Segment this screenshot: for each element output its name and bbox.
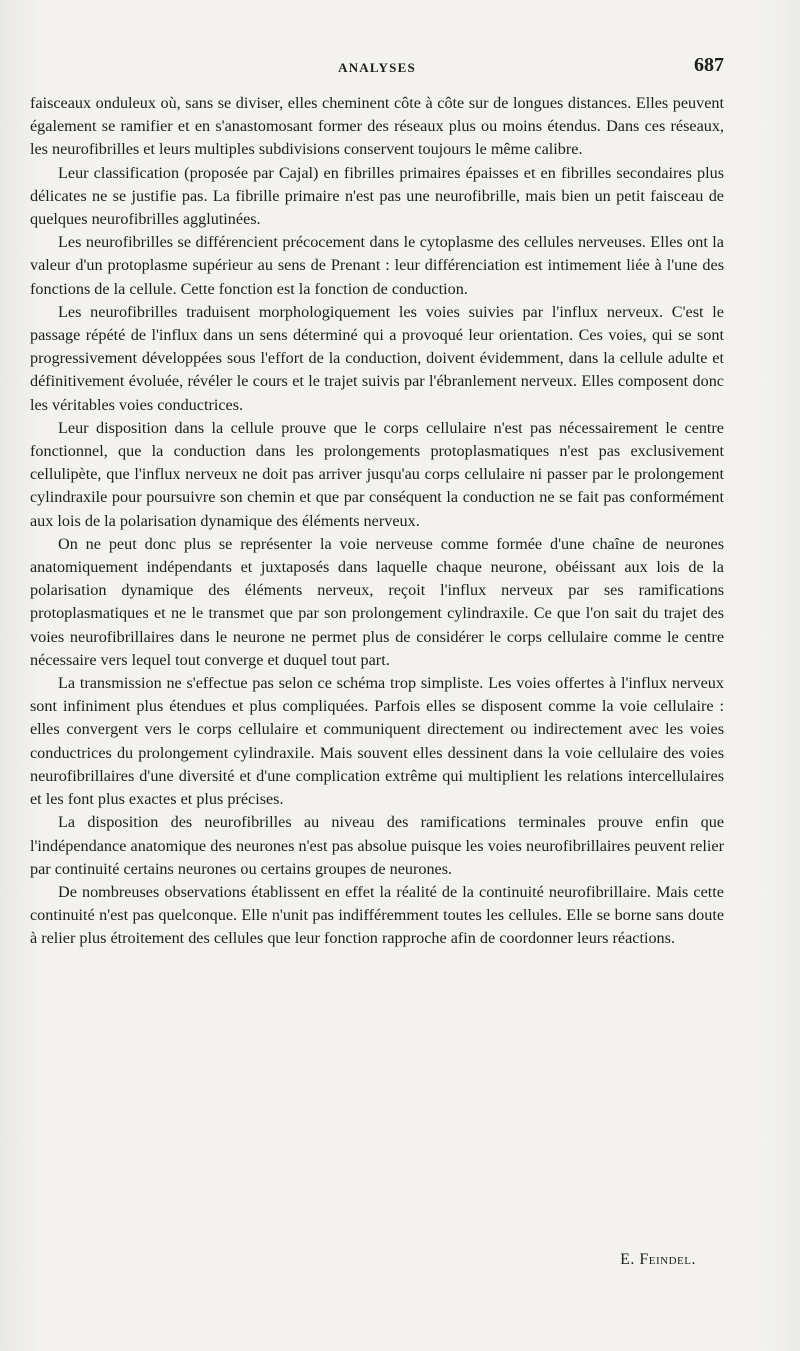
running-title: ANALYSES (338, 60, 416, 75)
page-number: 687 (694, 54, 724, 76)
paragraph-5: Leur disposition dans la cellule prouve que le corps cellulaire n'est pas nécessairement le centre fonctionnel, que la conduction dans les prolongements protoplasmatiques n'est pas exclusivement cellulipète, que l'influx nerveux ne doit pas arriver jusqu'au corps cellulaire ni passer par le prolongement cylindraxile pour poursuivre son chemin et que par conséquent la conduction ne se fait pas conformément aux lois de la polarisation dynamique des éléments nerveux. (30, 418, 724, 530)
paragraph-7: La transmission ne s'effectue pas selon ce schéma trop simpliste. Les voies offertes à l'influx nerveux sont infiniment plus étendues et plus compliquées. Parfois elles se disposent comme la voie cellulaire : elles convergent vers le corps cellulaire et communiquent directement ou indirectement avec les voies conductrices du prolongement cylindraxile. Mais souvent elles dessinent dans la voie cellulaire des voies neurofibrillaires d'une diversité et d'une complication extrême qui multiplient les relations intercellulaires et les font plus exactes et plus précises. (30, 674, 724, 809)
paragraph-9: De nombreuses observations établissent en effet la réalité de la continuité neurofibrillaire. Mais cette continuité n'est pas quelconque. Elle n'unit pas indifféremment toutes les cellules. Elle se borne sans doute à relier plus étroitement des cellules que leur fonction rapproche afin de coordonner leurs réactions. (30, 882, 724, 948)
author-surname: Feindel. (639, 1251, 696, 1268)
paragraph-8: La disposition des neurofibrilles au niveau des ramifications terminales prouve enfin que l'indépendance anatomique des neurones n'est pas absolue puisque les voies neurofibrillaires peuvent relier par continuité certains neurones ou certains groupes de neurones. (30, 813, 724, 878)
paragraph-2: Leur classification (proposée par Cajal) en fibrilles primaires épaisses et en fibrilles secondaires plus délicates ne se justifie pas. La fibrille primaire n'est pas une neurofibrille, mais bien un petit faisceau de quelques neurofibrilles agglutinées. (30, 163, 724, 229)
paragraph-6: On ne peut donc plus se représenter la voie nerveuse comme formée d'une chaîne de neurones anatomiquement indépendants et juxtaposés dans laquelle chaque neurone, obéissant aux lois de la polarisation dynamique des éléments nerveux, reçoit l'influx nerveux par ses ramifications protoplasmatiques et ne le transmet que par son prolongement cylindraxile. Ce que l'on sait du trajet des voies neurofibrillaires dans le neurone ne permet plus de considérer le corps cellulaire comme le centre nécessaire vers lequel tout converge et duquel tout part. (30, 534, 724, 669)
page-header (30, 54, 724, 82)
paragraph-3: Les neurofibrilles se différencient précocement dans le cytoplasme des cellules nerveuses. Elles ont la valeur d'un protoplasme supérieur au sens de Prenant : leur différenciation est intimement liée à l'une des fonctions de la cellule. Cette fonction est la fonction de conduction. (30, 233, 724, 298)
paragraph-4: Les neurofibrilles traduisent morphologiquement les voies suivies par l'influx nerveux. C'est le passage répété de l'influx dans un sens déterminé qui a provoqué leur orientation. Ces voies, qui se sont progressivement développées sous l'effort de la conduction, doivent évidemment, dans la cellule adulte et définitivement évoluée, révéler le cours et le trajet suivis par l'ébranlement nerveux. Elles composent donc les véritables voies conductrices. (30, 302, 724, 414)
paragraph-1: faisceaux onduleux où, sans se diviser, elles cheminent côte à côte sur de longues distances. Elles peuvent également se ramifier et en s'anastomosant former des réseaux plus ou moins étendus. Dans ces réseaux, les neurofibrilles et leurs multiples subdivisions conservent toujours le même calibre. (30, 94, 724, 159)
author-signature (620, 1251, 696, 1269)
author-initial: E. (620, 1251, 640, 1268)
article-body (30, 92, 724, 951)
